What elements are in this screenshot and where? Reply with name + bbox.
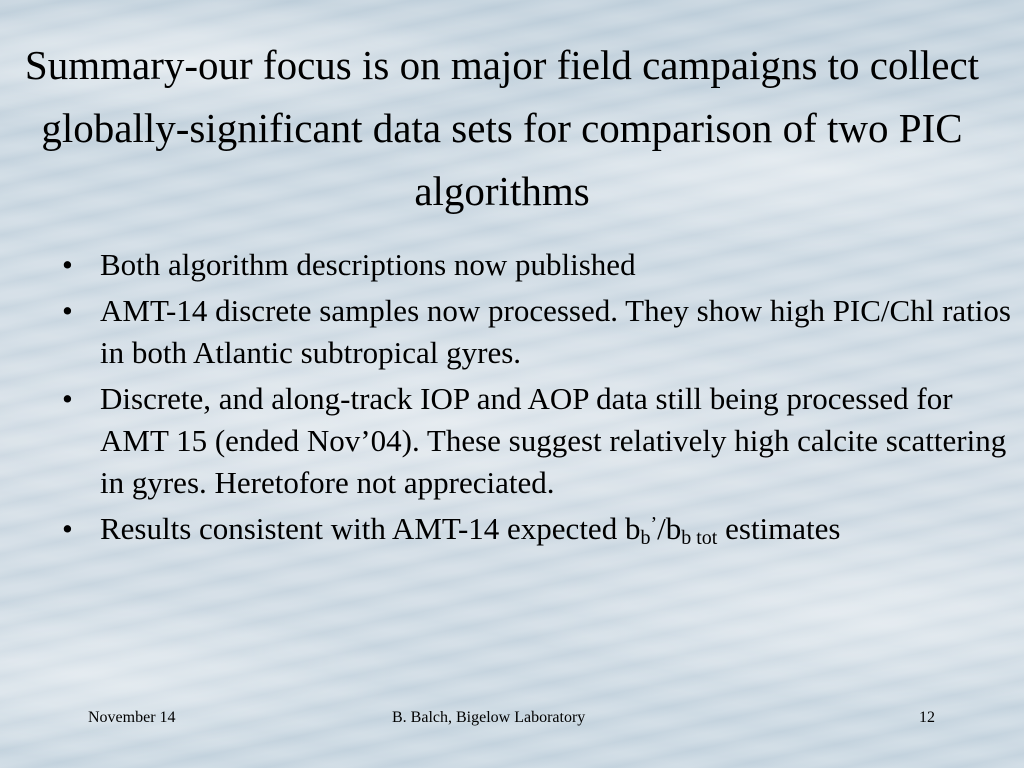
bullet-marker: • (62, 293, 73, 328)
page-number: 12 (919, 709, 935, 726)
slide-title: Summary-our focus is on major field campaigns to collect globally-significant data sets for comparison of two PIC algorithms (24, 42, 980, 214)
bullet-text-end: estimates (717, 511, 841, 546)
footer-date: November 14 (88, 709, 176, 726)
bullet-item (60, 508, 1015, 550)
bullet-item (60, 244, 1015, 286)
superscript-prime: ’ (650, 513, 658, 535)
subscript-b-tot: b tot (681, 527, 718, 549)
subscript-b: b (640, 527, 651, 549)
bullet-text: AMT-14 discrete samples now processed. They show high PIC/Chl ratios in both Atlantic subtropical gyres. (100, 293, 1011, 370)
bullet-text-start: Results consistent with AMT-14 expected b (100, 511, 641, 546)
bullet-marker: • (62, 511, 73, 546)
bullet-text: Discrete, and along-track IOP and AOP data still being processed for AMT 15 (ended Nov’04). These suggest relatively high calcite scattering in gyres. Heretofore not appreciated. (100, 381, 1007, 500)
bullet-item (60, 378, 1015, 504)
bullet-marker: • (62, 381, 73, 416)
bullet-marker: • (62, 247, 73, 282)
bullet-item (60, 290, 1015, 374)
bullet-list (60, 244, 1015, 554)
bullet-text: Both algorithm descriptions now published (100, 247, 636, 282)
footer-author: B. Balch, Bigelow Laboratory (392, 709, 586, 726)
slash-b: /b (657, 511, 682, 546)
